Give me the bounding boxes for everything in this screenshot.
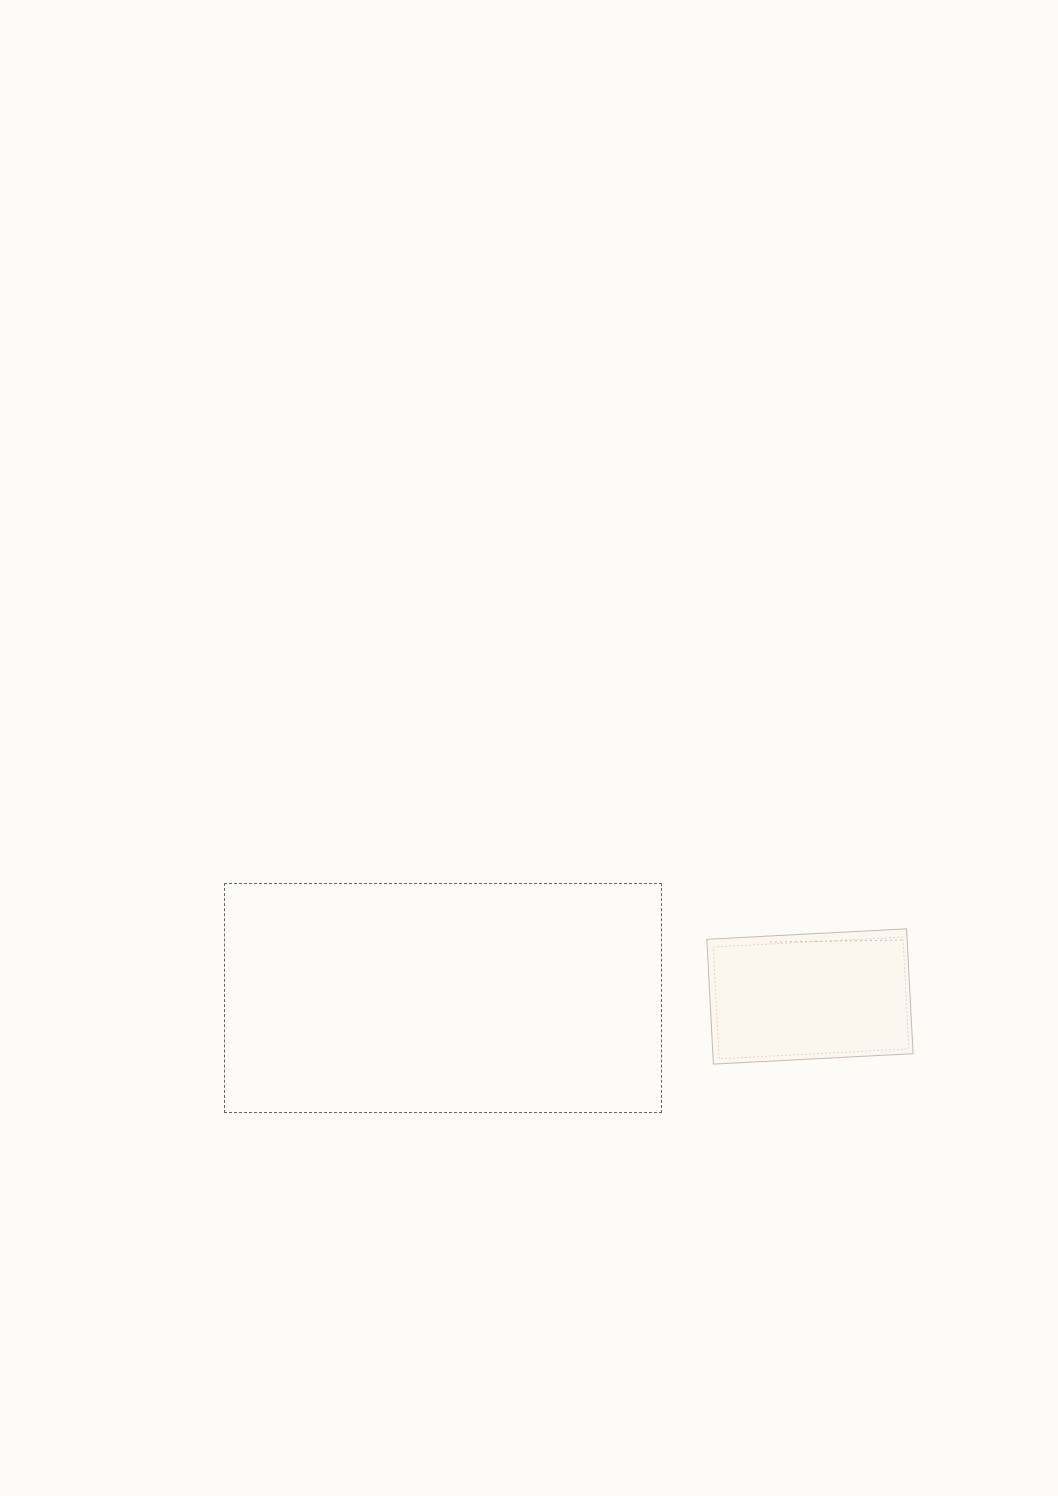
tanabata-box xyxy=(224,883,662,1113)
sunflower-card-illustration xyxy=(700,912,920,1067)
